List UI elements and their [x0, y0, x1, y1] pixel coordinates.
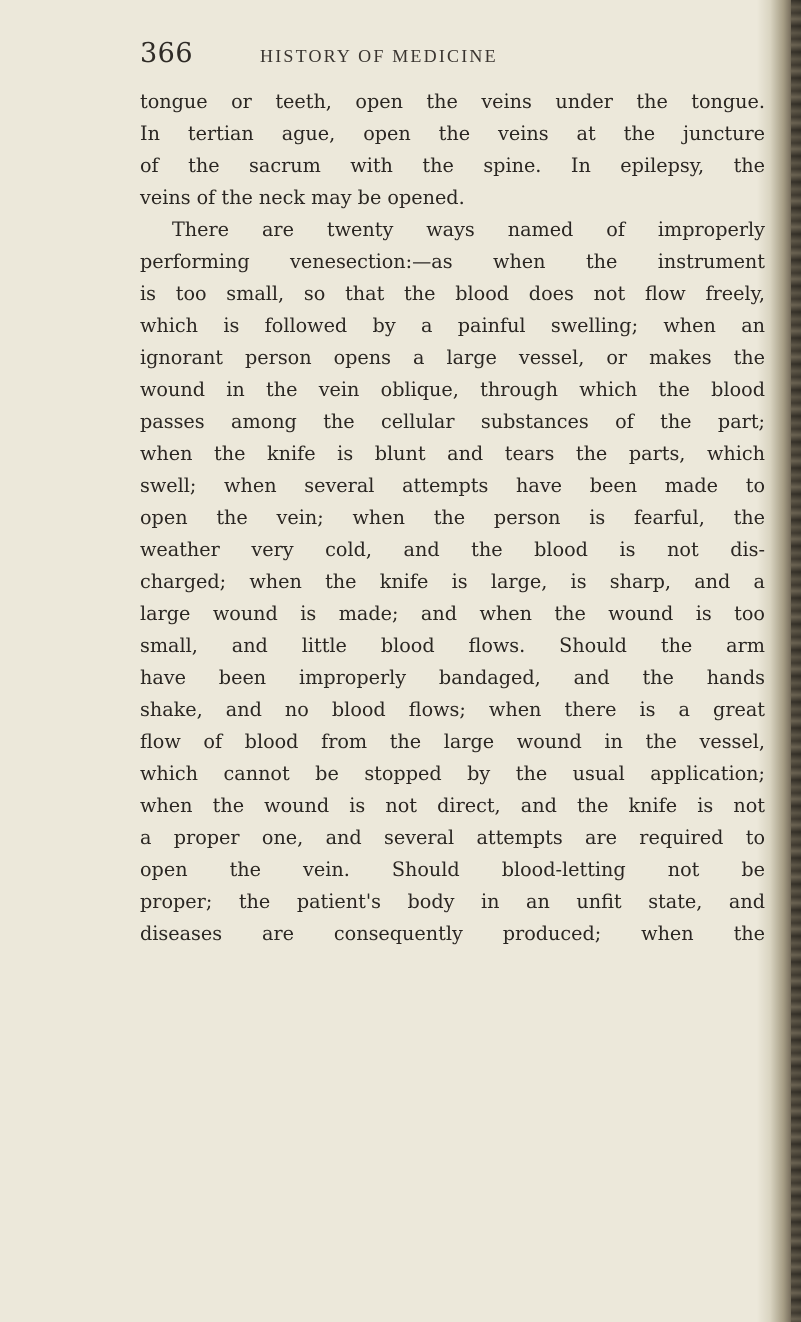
text-line: when the wound is not direct, and the knife is not [140, 794, 765, 817]
text-line: veins of the neck may be opened. [140, 186, 465, 209]
text-line: wound in the vein oblique, through which the blood [140, 378, 765, 401]
page-header [140, 38, 760, 78]
text-line: passes among the cellular substances of the part; [140, 410, 765, 433]
text-line: swell; when several attempts have been made to [140, 474, 765, 497]
text-line: open the vein. Should blood-letting not be [140, 858, 765, 881]
text-line: is too small, so that the blood does not flow freely, [140, 282, 765, 305]
text-line: small, and little blood flows. Should the arm [140, 634, 765, 657]
page-edge [791, 0, 801, 1322]
text-line: weather very cold, and the blood is not dis- [140, 538, 765, 561]
text-line: performing venesection:—as when the instrument [140, 250, 765, 273]
text-line: charged; when the knife is large, is sharp, and a [140, 570, 765, 593]
text-line: There are twenty ways named of improperly [172, 218, 765, 241]
text-line: In tertian ague, open the veins at the juncture [140, 122, 765, 145]
text-line: a proper one, and several attempts are required to [140, 826, 765, 849]
text-line: of the sacrum with the spine. In epilepsy, the [140, 154, 765, 177]
text-line: diseases are consequently produced; when the [140, 922, 765, 945]
text-line: when the knife is blunt and tears the parts, which [140, 442, 765, 465]
running-head: HISTORY OF MEDICINE [260, 46, 498, 66]
body-text [140, 86, 765, 950]
text-line: large wound is made; and when the wound is too [140, 602, 765, 625]
text-line: flow of blood from the large wound in the vessel, [140, 730, 765, 753]
text-line: proper; the patient's body in an unfit state, and [140, 890, 765, 913]
text-line: have been improperly bandaged, and the hands [140, 666, 765, 689]
text-line: ignorant person opens a large vessel, or makes the [140, 346, 765, 369]
text-line: shake, and no blood flows; when there is a great [140, 698, 765, 721]
page-number: 366 [140, 38, 194, 69]
text-line: open the vein; when the person is fearful, the [140, 506, 765, 529]
text-line: which is followed by a painful swelling; when an [140, 314, 765, 337]
text-line: which cannot be stopped by the usual application; [140, 762, 765, 785]
text-line: tongue or teeth, open the veins under the tongue. [140, 90, 765, 113]
